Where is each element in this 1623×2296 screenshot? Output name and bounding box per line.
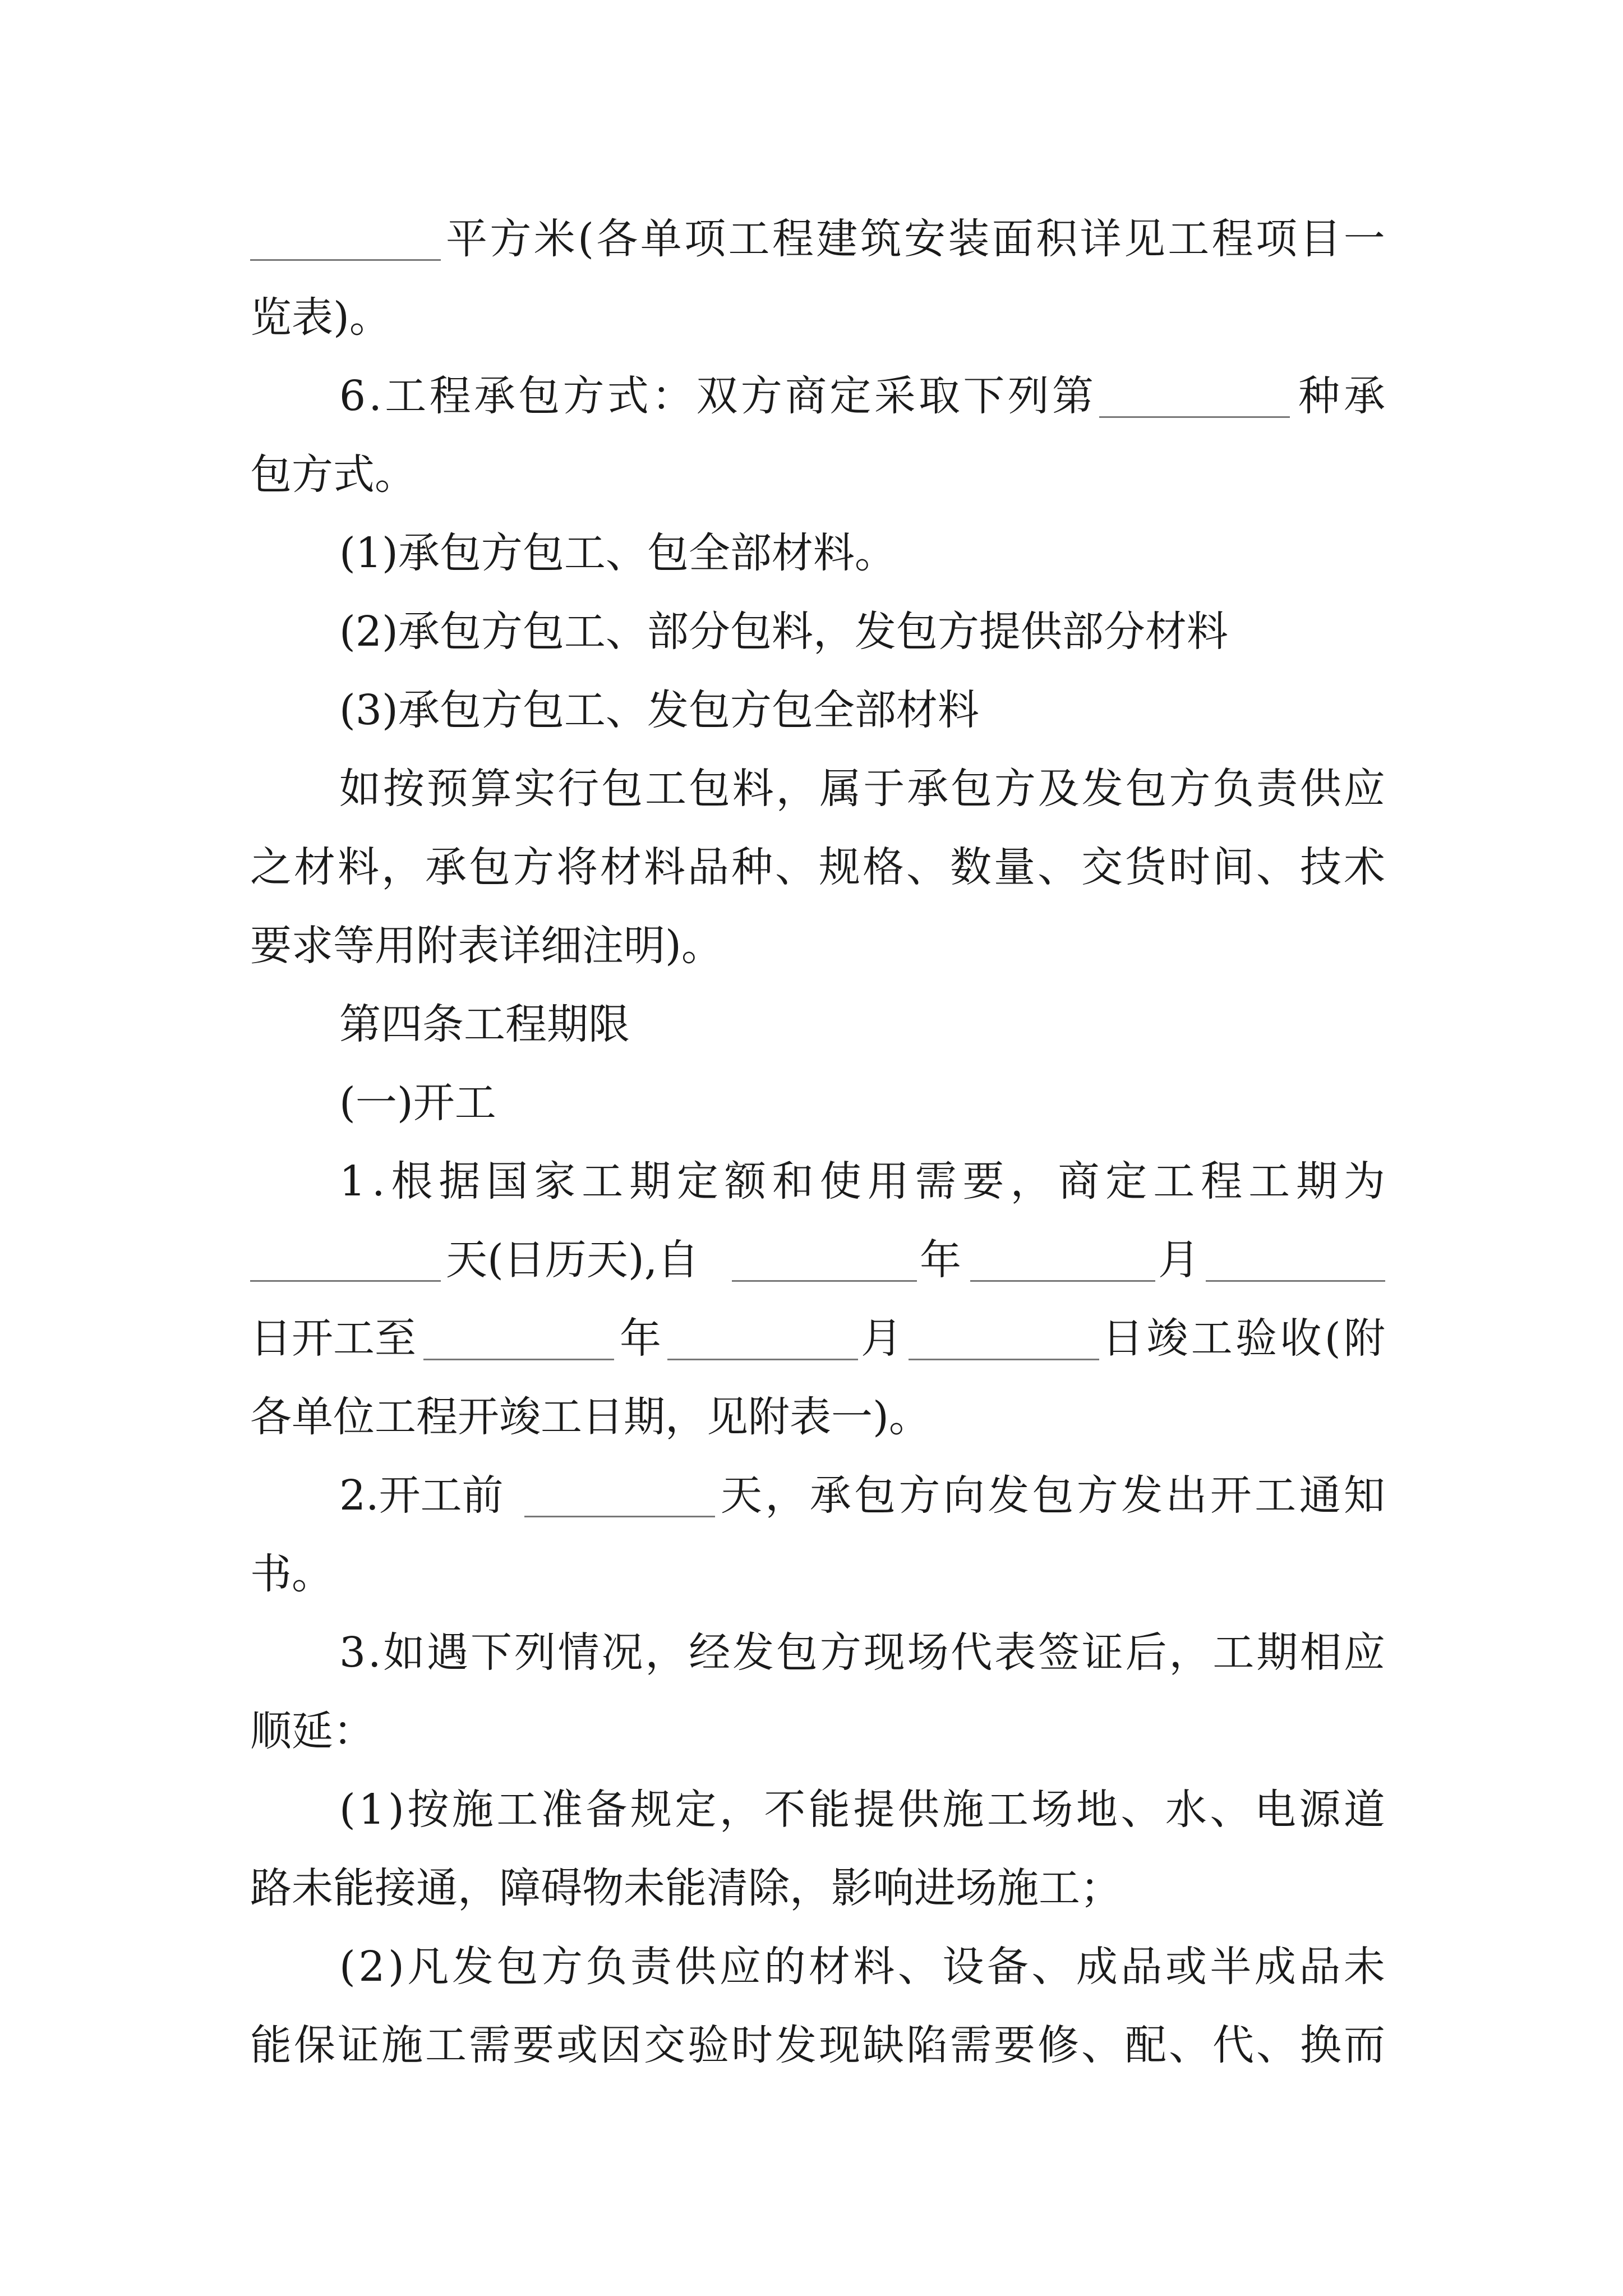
line-7-text: (3)承包方包工、发包方包全部材料 <box>339 686 979 734</box>
line-17-text-b: 天 ， 承 包 方 向 发 包 方 发 出 开 工 通 知 <box>721 1471 1385 1520</box>
fill-blank <box>1099 416 1290 418</box>
fill-blank <box>250 259 441 261</box>
line-19-text: 3 . 如 遇 下 列 情 况 ， 经 发 包 方 现 场 代 表 签 证 后 ， 工 期 相 应 <box>339 1628 1385 1677</box>
section-heading: 第四条工程期限 <box>339 1000 630 1048</box>
fill-blank <box>1206 1280 1385 1282</box>
line-10 <box>0 907 1623 985</box>
line-14-text-b: 年 <box>920 1236 961 1284</box>
line-3-text-a: 6 . 工 程 承 包 方 式 ： 双 方 商 定 采 取 下 列 第 <box>339 372 1094 420</box>
line-14-text-c: 月 <box>1158 1236 1200 1284</box>
line-22 <box>0 1849 1623 1927</box>
line-8-text: 如 按 预 算 实 行 包 工 包 料 ， 属 于 承 包 方 及 发 包 方 负 责 供 应 <box>339 765 1385 813</box>
line-16 <box>0 1378 1623 1456</box>
line-20-text: 顺延： <box>250 1707 375 1755</box>
line-11 <box>0 985 1623 1064</box>
line-16-text: 各单位工程开竣工日期，见附表一)。 <box>250 1393 930 1441</box>
line-19 <box>0 1613 1623 1692</box>
fill-blank <box>970 1280 1155 1282</box>
line-21 <box>0 1770 1623 1849</box>
line-6 <box>0 592 1623 671</box>
line-14 <box>0 1221 1623 1299</box>
line-3 <box>0 357 1623 435</box>
line-8 <box>0 749 1623 828</box>
line-15-text-d: 日 竣 工 验 收 ( 附 <box>1102 1314 1385 1363</box>
line-7 <box>0 671 1623 749</box>
line-21-text: ( 1 ) 按 施 工 准 备 规 定 ， 不 能 提 供 施 工 场 地 、 水 、 电 源 道 <box>339 1786 1385 1834</box>
line-18 <box>0 1535 1623 1613</box>
line-14-text-a: 天(日历天),自 <box>446 1236 699 1284</box>
fill-blank <box>667 1359 858 1360</box>
line-17-text-a: 2.开工前 <box>339 1471 504 1520</box>
line-13-text: 1 . 根 据 国 家 工 期 定 额 和 使 用 需 要 ， 商 定 工 程 工 期 为 <box>339 1157 1385 1205</box>
subsection-heading: (一)开工 <box>339 1079 496 1127</box>
line-9-text: 之 材 料 ， 承 包 方 将 材 料 品 种 、 规 格 、 数 量 、 交 货 时 间 、 技 术 <box>250 843 1385 891</box>
line-6-text: (2)承包方包工、部分包料，发包方提供部分材料 <box>339 608 1228 656</box>
fill-blank <box>732 1280 917 1282</box>
line-1-text: 平 方 米 ( 各 单 项 工 程 建 筑 安 装 面 积 详 见 工 程 项 目 一 <box>446 215 1385 263</box>
line-13 <box>0 1142 1623 1221</box>
line-9 <box>0 828 1623 907</box>
line-23 <box>0 1927 1623 2006</box>
line-5 <box>0 514 1623 592</box>
line-10-text: 要求等用附表详细注明)。 <box>250 922 723 970</box>
line-15-text-a: 日开工至 <box>250 1314 416 1363</box>
line-2-text: 览表)。 <box>250 293 391 342</box>
line-1 <box>0 200 1623 278</box>
line-4 <box>0 435 1623 514</box>
line-3-text-b: 种 承 <box>1298 372 1385 420</box>
fill-blank <box>423 1359 614 1360</box>
line-12 <box>0 1064 1623 1142</box>
line-15-text-c: 月 <box>861 1314 902 1363</box>
line-5-text: (1)承包方包工、包全部材料。 <box>339 529 896 577</box>
fill-blank <box>250 1280 441 1282</box>
line-15 <box>0 1299 1623 1378</box>
line-18-text: 书。 <box>250 1550 333 1598</box>
line-24 <box>0 2006 1623 2085</box>
line-24-text: 能 保 证 施 工 需 要 或 因 交 验 时 发 现 缺 陷 需 要 修 、 配 、 代 、 换 而 <box>250 2021 1385 2069</box>
line-2 <box>0 278 1623 357</box>
line-4-text: 包方式。 <box>250 450 416 499</box>
fill-blank <box>524 1516 715 1517</box>
line-20 <box>0 1692 1623 1770</box>
fill-blank <box>909 1359 1099 1360</box>
line-15-text-b: 年 <box>620 1314 661 1363</box>
line-22-text: 路未能接通，障碍物未能清除，影响进场施工； <box>250 1864 1122 1912</box>
line-17 <box>0 1456 1623 1535</box>
line-23-text: ( 2 ) 凡 发 包 方 负 责 供 应 的 材 料 、 设 备 、 成 品 或 半 成 品 未 <box>339 1943 1385 1991</box>
